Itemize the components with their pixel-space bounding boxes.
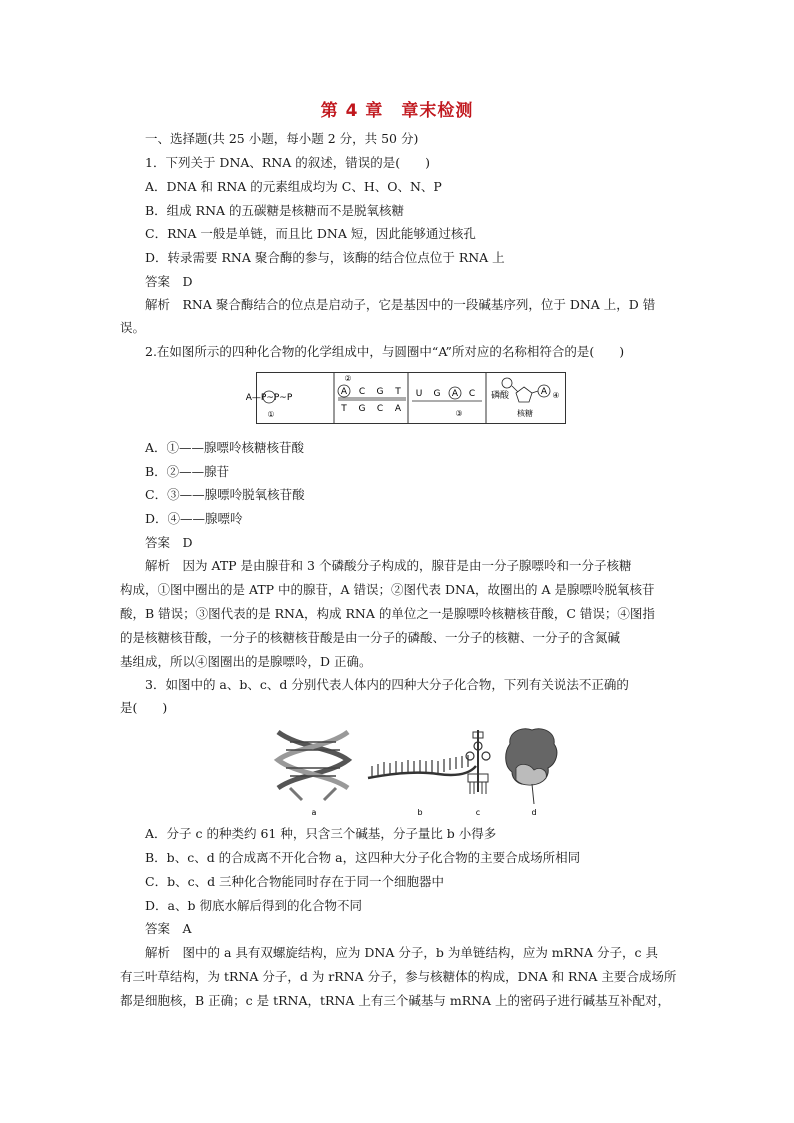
dna-base: C [376,404,384,414]
ribosome-figure [506,729,557,804]
dna-base: A [340,387,348,397]
chapter-title: 第 4 章 章末检测 [320,101,474,121]
analysis-label: 解析 [145,558,171,573]
dna-base: A [394,404,402,414]
q3-option-c: C．b、c、d 三种化合物能同时存在于同一个细胞器中 [145,874,445,889]
mrna-strand-figure [368,755,476,778]
q1-analysis-row [145,297,655,313]
dna-base: G [358,404,366,414]
panel-number: ② [344,374,352,383]
dna-helix-figure [278,732,348,800]
answer-label: 答案 [145,921,171,936]
figure-label-b: b [417,808,423,817]
figure-label-c: c [475,808,481,817]
q3-stem-cont: 是( ) [120,700,168,715]
q2-analysis-line: 构成，①图中圈出的是 ATP 中的腺苷，A 错误；②图代表 DNA，故圈出的 A 是腺嘌呤脱氧核苷 [120,582,655,597]
q1-option-b: B．组成 RNA 的五碳糖是核糖而不是脱氧核糖 [145,203,405,218]
q3-stem: 3．如图中的 a、b、c、d 分别代表人体内的四种大分子化合物，下列有关说法不正确的 [145,677,629,692]
q2-analysis-line: 酸，B 错误；③图代表的是 RNA，构成 RNA 的单位之一是腺嘌呤核糖核苷酸，C 错误；④图指 [120,606,655,621]
rna-base: A [451,389,459,399]
rna-base: C [468,389,476,399]
dna-base: T [395,387,401,397]
section-header: 一、选择题(共 25 小题，每小题 2 分，共 50 分) [145,131,419,146]
atp-chain: A—P~P~P [245,393,293,403]
answer-label: 答案 [145,274,171,289]
q2-option-b: B．②——腺苷 [145,464,230,479]
analysis-label: 解析 [145,945,171,960]
q3-answer: A [182,921,192,936]
phosphate-label: 磷酸 [490,391,510,401]
rna-base: U [415,389,423,399]
q2-option-d: D．④——腺嘌呤 [145,511,243,526]
q3-analysis-line: 都是细胞核，B 正确；c 是 tRNA，tRNA 上有三个碱基与 mRNA 上的密码子进行碱基互补配对， [120,993,671,1008]
q3-analysis-row [145,945,658,961]
q3-analysis-line: 图中的 a 具有双螺旋结构，应为 DNA 分子，b 为单链结构，应为 mRNA 分子，c 具 [182,945,658,960]
q1-option-a: A．DNA 和 RNA 的元素组成均为 C、H、O、N、P [145,179,442,194]
q1-answer-row [145,274,193,290]
q2-compounds-figure [245,372,566,424]
q1-option-d: D．转录需要 RNA 聚合酶的参与，该酶的结合位点位于 RNA 上 [145,250,505,265]
figure-label-a: a [311,808,317,817]
dna-base: G [376,387,384,397]
q1-analysis-line: RNA 聚合酶结合的位点是启动子，它是基因中的一段碱基序列，位于 DNA 上，D 错 [182,297,656,312]
panel-number: ③ [455,409,463,418]
q3-analysis-line: 有三叶草结构，为 tRNA 分子，d 为 rRNA 分子，参与核糖体的构成，DNA 和 RNA 主要合成场所 [120,969,677,984]
dna-base: C [358,387,366,397]
q2-option-c: C．③——腺嘌呤脱氧核苷酸 [145,487,305,502]
panel-number: ④ [552,391,560,400]
q3-option-b: B．b、c、d 的合成离不开化合物 a，这四种大分子化合物的主要合成场所相同 [145,850,581,865]
base-label: A [540,387,548,397]
q1-stem: 1．下列关于 DNA、RNA 的叙述，错误的是( ) [145,155,431,170]
q2-analysis-line: 基组成，所以④图圈出的是腺嘌呤，D 正确。 [120,654,372,669]
panel-number: ① [267,410,275,419]
q2-answer: D [182,535,193,550]
q2-answer-row [145,535,193,551]
ribose-label: 核糖 [517,409,533,418]
q1-analysis-line: 误。 [120,320,146,335]
q1-answer: D [182,274,193,289]
q2-analysis-line: 的是核糖核苷酸，一分子的核糖核苷酸是由一分子的磷酸、一分子的核糖、一分子的含氮碱 [120,630,621,645]
q3-option-a: A．分子 c 的种类约 61 种，只含三个碱基，分子量比 b 小得多 [145,826,497,841]
analysis-label: 解析 [145,297,171,312]
q3-option-d: D．a、b 彻底水解后得到的化合物不同 [145,898,362,913]
q2-stem: 2.在如图所示的四种化合物的化学组成中，与圆圈中“A”所对应的名称相符合的是( ) [145,344,625,359]
q1-option-c: C．RNA 一般是单链，而且比 DNA 短，因此能够通过核孔 [145,226,476,241]
rna-base: G [433,389,441,399]
q3-macromolecules-figure [270,722,560,818]
answer-label: 答案 [145,535,171,550]
q2-analysis-row [145,558,631,574]
q3-answer-row [145,921,192,937]
figure-label-d: d [531,808,537,817]
dna-base: T [341,404,347,414]
q2-analysis-line: 因为 ATP 是由腺苷和 3 个磷酸分子构成的，腺苷是由一分子腺嘌呤和一分子核糖 [182,558,632,573]
trna-figure [466,730,490,794]
q2-option-a: A．①——腺嘌呤核糖核苷酸 [145,440,305,455]
